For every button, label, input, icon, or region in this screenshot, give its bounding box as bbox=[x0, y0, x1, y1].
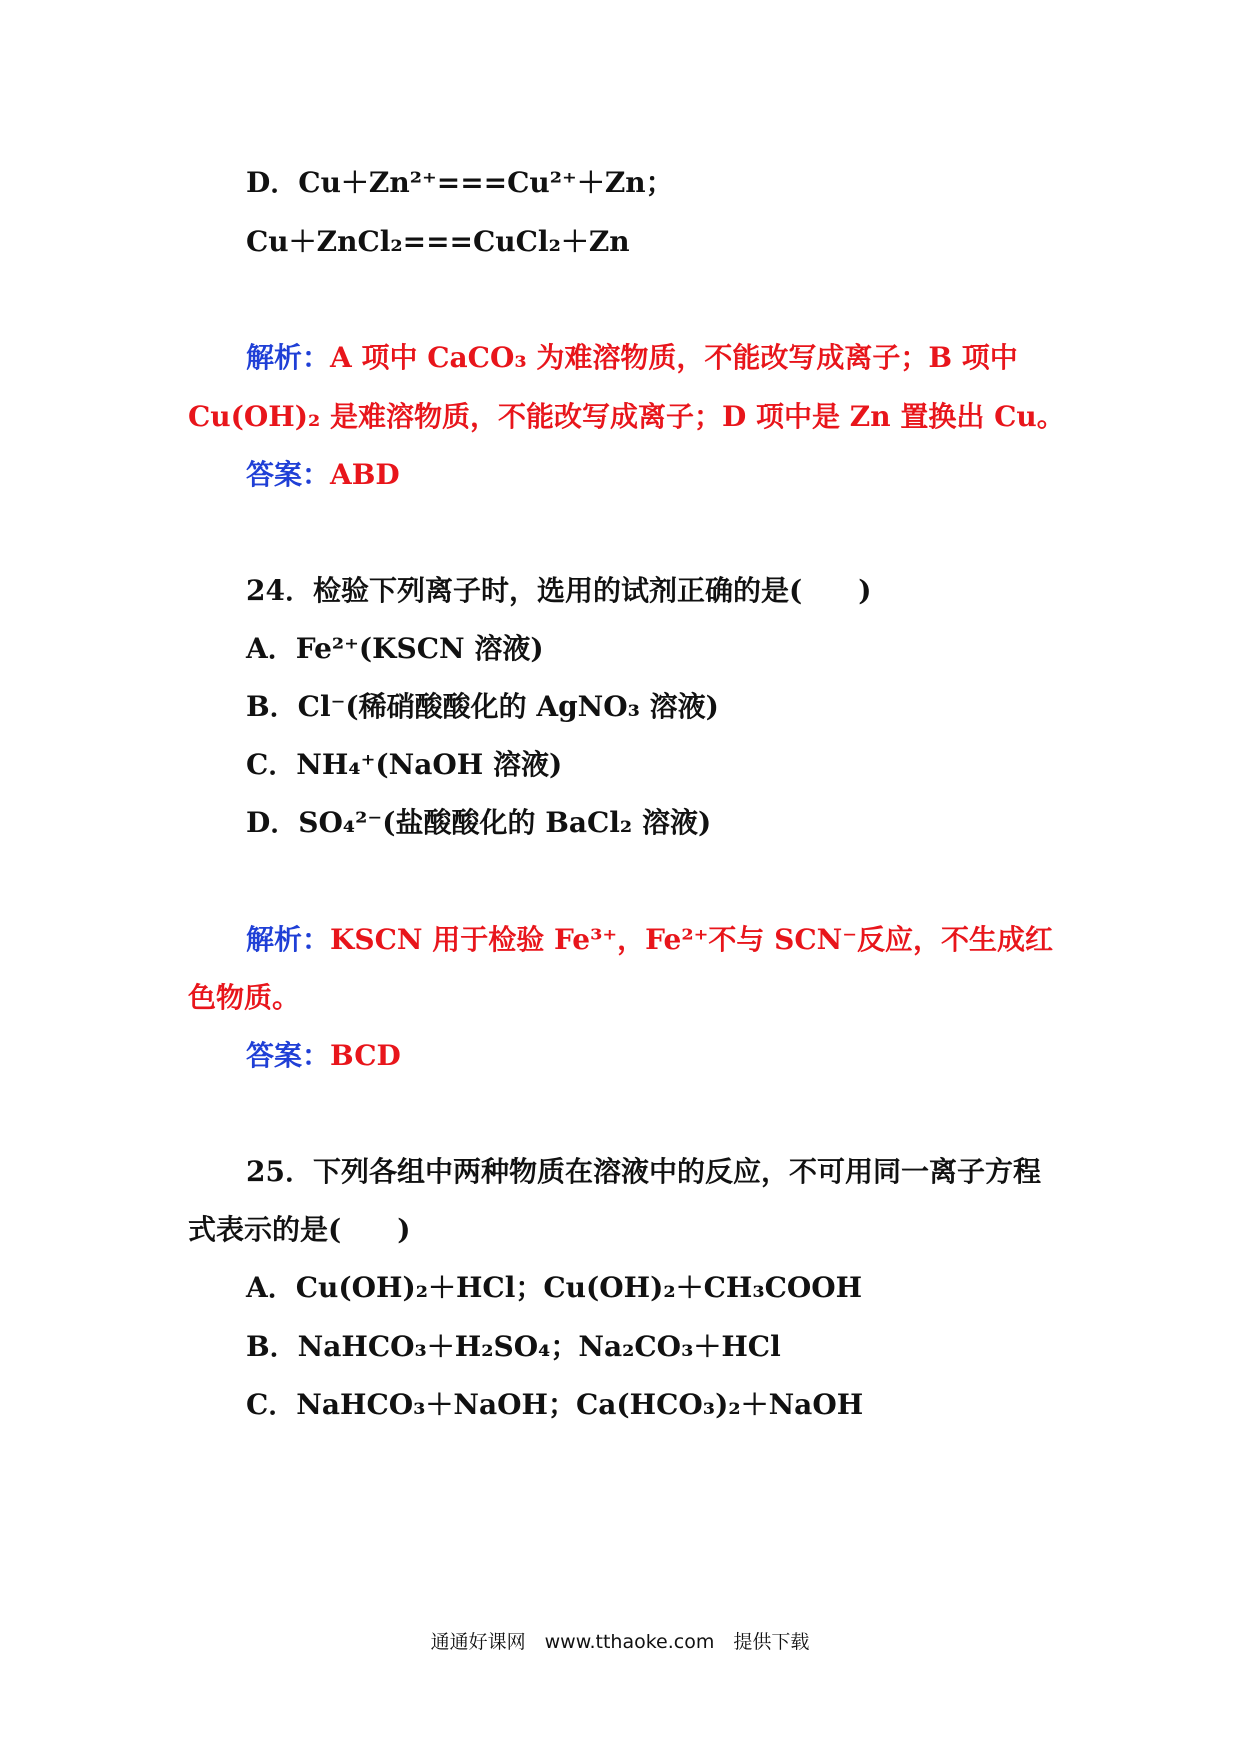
analysis-text: KSCN 用于检验 Fe³⁺，Fe²⁺不与 SCN⁻反应，不生成红 bbox=[330, 923, 1053, 956]
answer-label: 答案： bbox=[246, 1039, 331, 1072]
option-d-line-2: Cu＋ZnCl₂===CuCl₂＋Zn bbox=[246, 225, 630, 258]
question-25-continued: 式表示的是( ) bbox=[188, 1213, 411, 1246]
analysis-24 bbox=[246, 920, 1053, 960]
analysis-label: 解析： bbox=[246, 341, 331, 374]
question-24-option-b: B．Cl⁻(稀硝酸酸化的 AgNO₃ 溶液) bbox=[246, 690, 719, 723]
analysis-24-continued: 色物质。 bbox=[188, 981, 301, 1014]
answer-23 bbox=[246, 455, 400, 495]
question-24: 24．检验下列离子时，选用的试剂正确的是( ) bbox=[246, 574, 872, 607]
option-d-line-1: D．Cu＋Zn²⁺===Cu²⁺＋Zn； bbox=[246, 166, 674, 199]
answer-value: BCD bbox=[330, 1039, 401, 1072]
question-25-option-c: C．NaHCO₃＋NaOH；Ca(HCO₃)₂＋NaOH bbox=[246, 1388, 864, 1421]
question-24-option-a: A．Fe²⁺(KSCN 溶液) bbox=[246, 632, 544, 665]
question-24-option-d: D．SO₄²⁻(盐酸酸化的 BaCl₂ 溶液) bbox=[246, 806, 712, 839]
question-25-option-a: A．Cu(OH)₂＋HCl；Cu(OH)₂＋CH₃COOH bbox=[246, 1271, 863, 1304]
analysis-23 bbox=[246, 338, 1018, 378]
question-25-option-b: B．NaHCO₃＋H₂SO₄；Na₂CO₃＋HCl bbox=[246, 1330, 781, 1363]
analysis-label: 解析： bbox=[246, 923, 331, 956]
analysis-text: A 项中 CaCO₃ 为难溶物质，不能改写成离子；B 项中 bbox=[330, 341, 1018, 374]
analysis-23-continued: Cu(OH)₂ 是难溶物质，不能改写成离子；D 项中是 Zn 置换出 Cu。 bbox=[188, 400, 1065, 433]
answer-label: 答案： bbox=[246, 458, 331, 491]
question-24-option-c: C．NH₄⁺(NaOH 溶液) bbox=[246, 748, 563, 781]
page-footer: 通通好课网 www.tthaoke.com 提供下载 bbox=[430, 1631, 810, 1653]
answer-24 bbox=[246, 1036, 401, 1076]
answer-value: ABD bbox=[330, 458, 400, 491]
question-25: 25．下列各组中两种物质在溶液中的反应，不可用同一离子方程 bbox=[246, 1155, 1041, 1188]
